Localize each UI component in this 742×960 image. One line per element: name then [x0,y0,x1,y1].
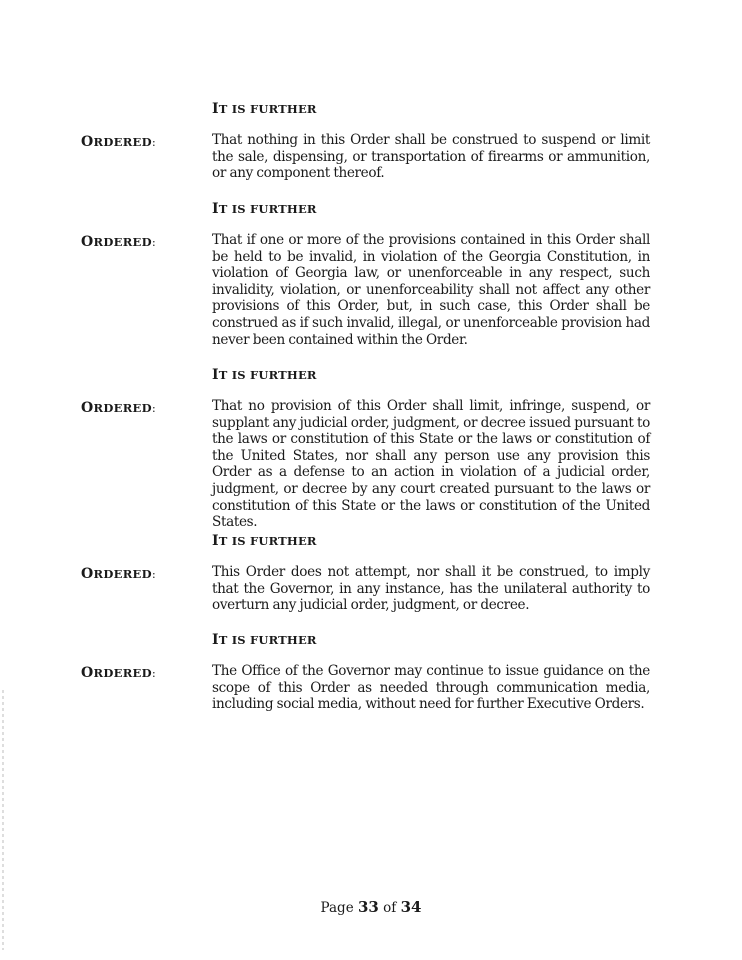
heading-initial: I [212,101,219,117]
of-word: of [383,900,397,916]
label-colon: : [151,666,157,680]
ordered-paragraph: The Office of the Governor may continue to issue guidance on the scope of this Order as needed through communication media, including social media, without need for further Executive Orders. [212,663,650,713]
heading-rest: T IS FURTHER [218,633,317,647]
heading-rest: T IS FURTHER [218,534,317,548]
ordered-label [81,566,156,582]
ordered-label [81,400,156,416]
label-rest: RDERED [93,666,152,680]
label-colon: : [151,235,157,249]
ordered-paragraph: That if one or more of the provisions contained in this Order shall be held to be invalid, in violation of the Georgia Constitution, in violation of Georgia law, or unenforceable in any respect, such invalidity, violation, or unenforceability shall not affect any other provisions of this Order, but, in such case, this Order shall be construed as if such invalid, illegal, or unenforceable provision had never been contained within the Order. [212,232,650,348]
heading-rest: T IS FURTHER [218,102,317,116]
page-footer [0,898,742,916]
label-rest: RDERED [93,401,152,415]
it-is-further-heading [212,101,317,117]
heading-rest: T IS FURTHER [218,368,317,382]
it-is-further-heading [212,533,317,549]
label-colon: : [151,401,157,415]
label-initial: O [81,665,94,681]
heading-rest: T IS FURTHER [218,202,317,216]
label-initial: O [81,134,94,150]
label-initial: O [81,234,94,250]
label-rest: RDERED [93,135,152,149]
ordered-paragraph: This Order does not attempt, nor shall it be construed, to imply that the Governor, in any instance, has the unilateral authority to overturn any judicial order, judgment, or decree. [212,564,650,614]
label-rest: RDERED [93,567,152,581]
heading-initial: I [212,632,219,648]
ordered-label [81,665,156,681]
edge-stamp-mark [2,690,4,950]
ordered-label [81,134,156,150]
heading-initial: I [212,533,219,549]
ordered-label [81,234,156,250]
heading-initial: I [212,367,219,383]
ordered-paragraph: That nothing in this Order shall be construed to suspend or limit the sale, dispensing, or transportation of firearms or ammunition, or any component thereof. [212,132,650,182]
ordered-paragraph: That no provision of this Order shall limit, infringe, suspend, or supplant any judicial order, judgment, or decree issued pursuant to the laws or constitution of this State or the laws or constitution of the United States, nor shall any person use any provision this Order as a defense to an action in violation of a judicial order, judgment, or decree by any court created pursuant to the laws or constitution of this State or the laws or constitution of the United States. [212,398,650,531]
label-initial: O [81,400,94,416]
it-is-further-heading [212,367,317,383]
label-colon: : [151,567,157,581]
total-pages-number: 34 [400,898,422,916]
heading-initial: I [212,201,219,217]
it-is-further-heading [212,632,317,648]
label-rest: RDERED [93,235,152,249]
label-colon: : [151,135,157,149]
label-initial: O [81,566,94,582]
current-page-number: 33 [358,898,379,916]
page-word: Page [320,900,354,916]
it-is-further-heading [212,201,317,217]
